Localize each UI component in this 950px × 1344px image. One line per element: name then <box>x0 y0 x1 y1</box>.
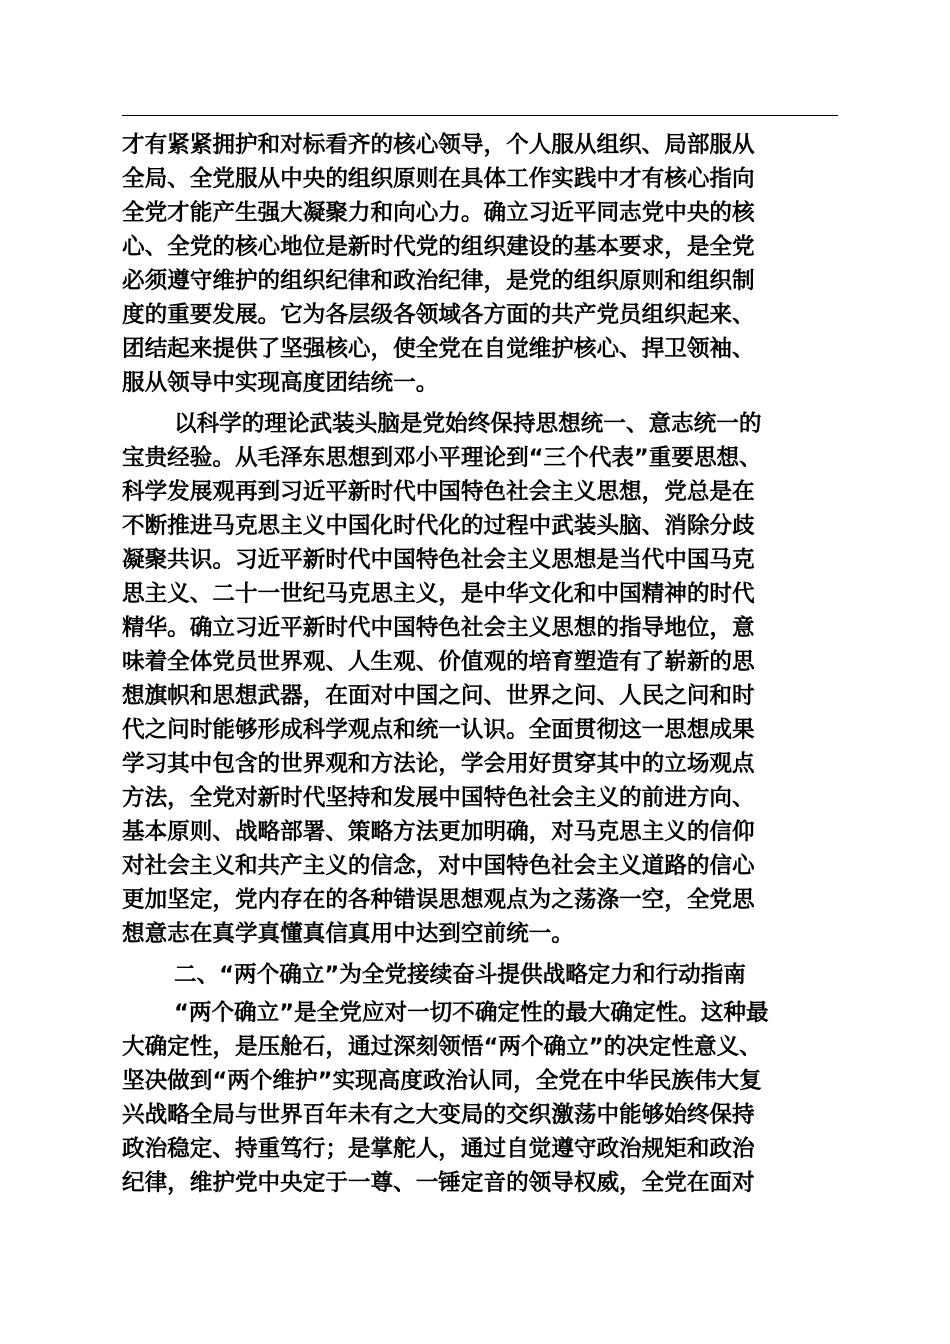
text-line: 思主义、二十一世纪马克思主义，是中华文化和中国精神的时代 <box>122 581 755 607</box>
text-line: 大确定性，是压舱石，通过深刻领悟“两个确立”的决定性意义、 <box>122 1034 762 1060</box>
text-line: 团结起来提供了坚强核心，使全党在自觉维护核心、捍卫领袖、 <box>122 336 755 362</box>
text-line: 度的重要发展。它为各层级各领域各方面的共产党员组织起来、 <box>122 302 755 328</box>
text-line: 全局、全党服从中央的组织原则在具体工作实践中才有核心指向 <box>122 166 755 192</box>
text-line: 政治稳定、持重笃行；是掌舵人，通过自觉遵守政治规矩和政治 <box>122 1136 755 1162</box>
text-line: 味着全体党员世界观、人生观、价值观的培育塑造有了崭新的思 <box>122 649 755 675</box>
text-line: 不断推进马克思主义中国化时代化的过程中武装头脑、消除分歧 <box>122 513 755 539</box>
text-line: 代之问时能够形成科学观点和统一认识。全面贯彻这一思想成果 <box>122 717 755 743</box>
text-line: 基本原则、战略部署、策略方法更加明确，对马克思主义的信仰 <box>122 819 755 845</box>
text-line: 想旗帜和思想武器，在面对中国之问、世界之问、人民之问和时 <box>122 683 755 709</box>
text-line: 想意志在真学真懂真信真用中达到空前统一。 <box>122 921 574 947</box>
text-line: 宝贵经验。从毛泽东思想到邓小平理论到“三个代表”重要思想、 <box>122 445 762 471</box>
paragraph-start-line: “两个确立”是全党应对一切不确定性的最大确定性。这种最 <box>174 1000 769 1026</box>
text-line: 心、全党的核心地位是新时代党的组织建设的基本要求，是全党 <box>122 234 755 260</box>
text-line: 才有紧紧拥护和对标看齐的核心领导，个人服从组织、局部服从 <box>122 132 755 158</box>
text-line: 更加坚定，党内存在的各种错误思想观点为之荡涤一空，全党思 <box>122 887 755 913</box>
text-line: 对社会主义和共产主义的信念，对中国特色社会主义道路的信心 <box>122 853 755 879</box>
text-line: 全党才能产生强大凝聚力和向心力。确立习近平同志党中央的核 <box>122 200 755 226</box>
section-heading: 二、“两个确立”为全党接续奋斗提供战略定力和行动指南 <box>174 962 746 988</box>
text-line: 纪律，维护党中央定于一尊、一锤定音的领导权威，全党在面对 <box>122 1170 755 1196</box>
paragraph-start-line: 以科学的理论武装头脑是党始终保持思想统一、意志统一的 <box>174 411 762 437</box>
header-rule <box>122 115 838 116</box>
text-line: 坚决做到“两个维护”实现高度政治认同，全党在中华民族伟大复 <box>122 1068 762 1094</box>
text-line: 学习其中包含的世界观和方法论，学会用好贯穿其中的立场观点 <box>122 751 755 777</box>
text-line: 方法，全党对新时代坚持和发展中国特色社会主义的前进方向、 <box>122 785 755 811</box>
text-line: 科学发展观再到习近平新时代中国特色社会主义思想，党总是在 <box>122 479 755 505</box>
text-line: 兴战略全局与世界百年未有之大变局的交织激荡中能够始终保持 <box>122 1102 755 1128</box>
text-line: 必须遵守维护的组织纪律和政治纪律，是党的组织原则和组织制 <box>122 268 755 294</box>
text-line: 凝聚共识。习近平新时代中国特色社会主义思想是当代中国马克 <box>122 547 755 573</box>
text-line: 服从领导中实现高度团结统一。 <box>122 370 439 396</box>
text-line: 精华。确立习近平新时代中国特色社会主义思想的指导地位，意 <box>122 615 755 641</box>
